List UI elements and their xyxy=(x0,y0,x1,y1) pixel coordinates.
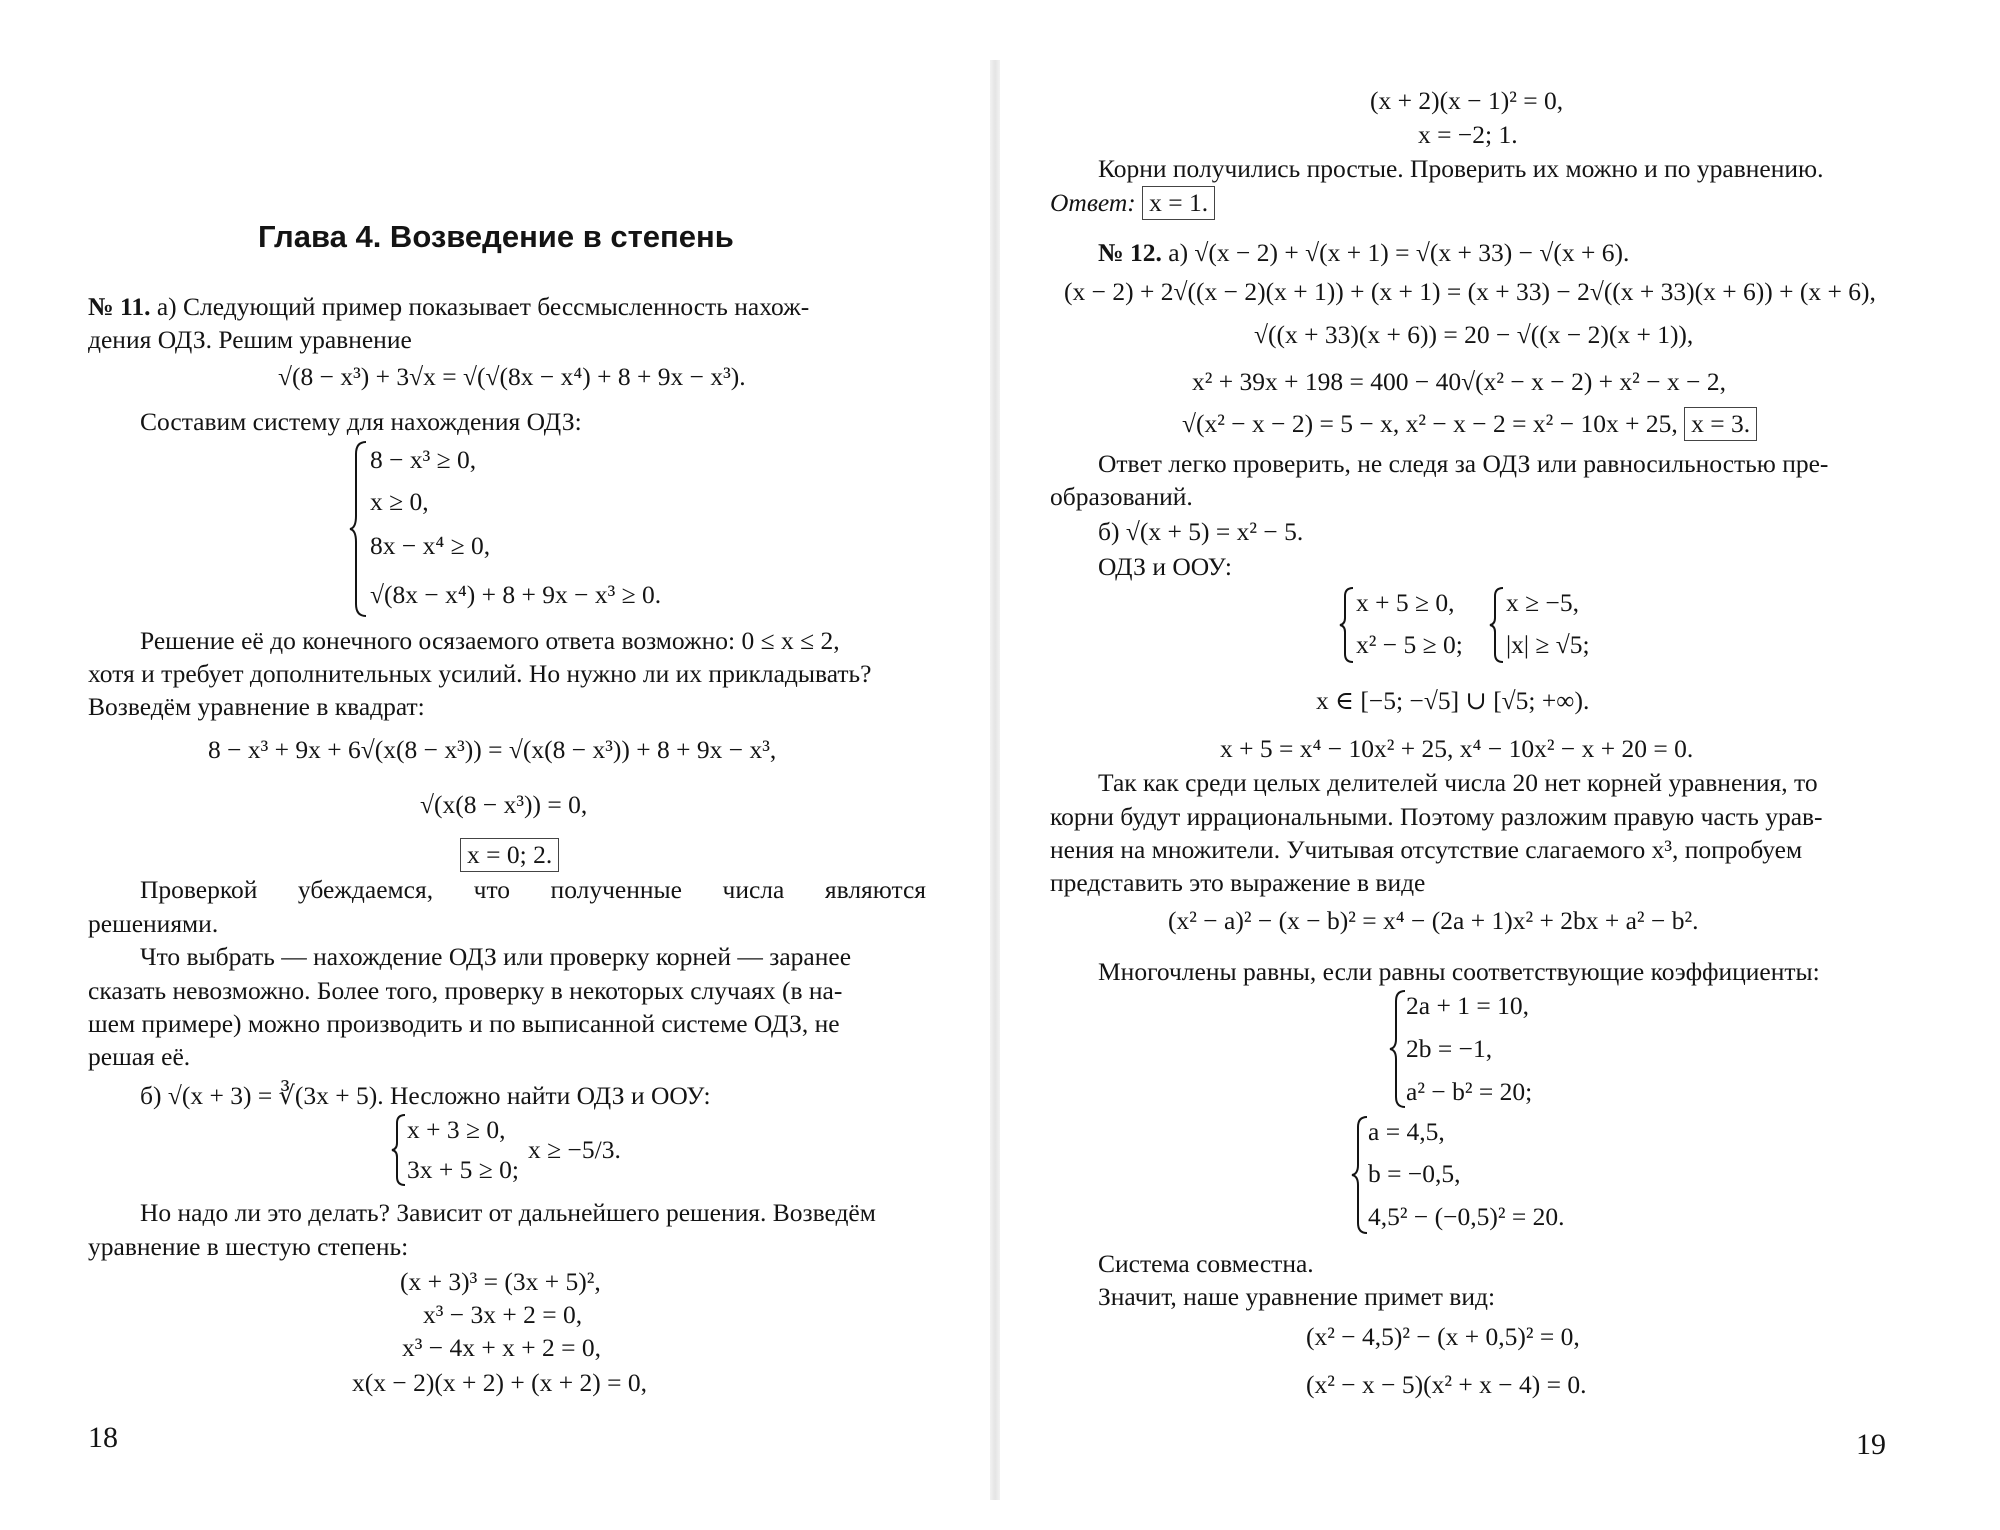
paragraph-3-line-2: хотя и требует дополнительных усилий. Но нужно ли их прикладывать? xyxy=(88,659,872,688)
chapter-title: Глава 4. Возведение в степень xyxy=(258,219,734,254)
paragraph-coefficients: Многочлены равны, если равны соответствующие коэффициенты: xyxy=(1098,957,1820,986)
paragraph-7-line-2: уравнение в шестую степень: xyxy=(88,1232,409,1261)
system-solution-row-3: 4,5² − (−0,5)² = 20. xyxy=(1368,1202,1565,1231)
system-odz-row-2: x² − 5 ≥ 0; xyxy=(1356,630,1463,659)
system-brace-5 xyxy=(1388,989,1408,1109)
equation-12-squared: (x − 2) + 2√((x − 2)(x + 1)) + (x + 1) = (x + 33) − 2√((x + 33)(x + 6)) + (x + 6), xyxy=(1064,277,1876,306)
system-1-row-2: x ≥ 0, xyxy=(370,487,429,516)
answer-line xyxy=(1050,186,1215,220)
paragraph-5-line-2: сказать невозможно. Более того, проверку в некоторых случаях (в на- xyxy=(88,976,843,1005)
system-ooy-row-1: x ≥ −5, xyxy=(1506,588,1580,617)
answer-12a: x = 3. xyxy=(1684,407,1757,441)
page-number-left: 18 xyxy=(88,1421,118,1454)
paragraph-divisors-line-1: Так как среди целых делителей числа 20 нет корней уравнения, то xyxy=(1098,768,1818,797)
left-page xyxy=(0,0,990,1530)
system-coeff-row-2: 2b = −1, xyxy=(1406,1034,1493,1063)
right-page xyxy=(1000,0,2000,1530)
system-2-row-2: 3x + 5 ≥ 0; xyxy=(407,1155,519,1184)
system-ooy-row-2: |x| ≥ √5; xyxy=(1506,630,1590,659)
paragraph-5-line-4: решая её. xyxy=(88,1042,191,1071)
system-brace-6 xyxy=(1350,1115,1370,1235)
equation-quartic: x + 5 = x⁴ − 10x² + 25, x⁴ − 10x² − x + 20 = 0. xyxy=(1220,734,1694,763)
paragraph-7-line-1: Но надо ли это делать? Зависит от дальнейшего решения. Возведём xyxy=(140,1198,876,1227)
system-2-row-1: x + 3 ≥ 0, xyxy=(407,1115,506,1144)
system-1-row-3: 8x − x⁴ ≥ 0, xyxy=(370,531,491,560)
answer-label: Ответ: xyxy=(1050,188,1136,217)
problem-12-statement: № 12. а) √(x − 2) + √(x + 1) = √(x + 33) − √(x + 6). xyxy=(1098,238,1630,267)
paragraph-divisors-line-2: корни будут иррациональными. Поэтому разложим правую часть урав- xyxy=(1050,802,1823,831)
system-brace-2 xyxy=(390,1113,408,1187)
system-coeff-row-1: 2a + 1 = 10, xyxy=(1406,991,1529,1020)
system-solution-row-1: a = 4,5, xyxy=(1368,1117,1445,1146)
equation-cubic: x³ − 3x + 2 = 0, xyxy=(423,1300,583,1329)
equation-12-isolated: √((x + 33)(x + 6)) = 20 − √((x − 2)(x + 1)), xyxy=(1254,320,1694,349)
system-coeff-row-3: a² − b² = 20; xyxy=(1406,1077,1533,1106)
equation-final-product: (x² − x − 5)(x² + x − 4) = 0. xyxy=(1306,1370,1587,1399)
equation-cubic-split: x³ − 4x + x + 2 = 0, xyxy=(402,1333,602,1362)
equation-12-expanded: x² + 39x + 198 = 400 − 40√(x² − x − 2) + x² − x − 2, xyxy=(1192,367,1726,396)
page-number-right: 19 xyxy=(1856,1428,1886,1461)
system-2-result: x ≥ −5/3. xyxy=(528,1135,621,1164)
system-1-row-1: 8 − x³ ≥ 0, xyxy=(370,445,477,474)
equation-roots: x = −2; 1. xyxy=(1418,120,1518,149)
system-brace-4 xyxy=(1488,586,1506,664)
problem-11b-statement: б) √(x + 3) = ∛(3x + 5). Несложно найти ОДЗ и ООУ: xyxy=(140,1081,711,1110)
paragraph-4-line-1: Проверкой убеждаемся, что полученные числа являются xyxy=(140,875,926,904)
paragraph-4-line-2: решениями. xyxy=(88,909,219,938)
problem-number-12: № 12. xyxy=(1098,238,1162,267)
equation-factored: x(x − 2)(x + 2) + (x + 2) = 0, xyxy=(352,1368,647,1397)
answer-11a: x = 0; 2. xyxy=(460,838,559,872)
equation-squared: 8 − x³ + 9x + 6√(x(8 − x³)) = √(x(8 − x³)) + 8 + 9x − x³, xyxy=(208,735,777,764)
equation-difference-squares: (x² − 4,5)² − (x + 0,5)² = 0, xyxy=(1306,1322,1580,1351)
problem-11-line-2: дения ОДЗ. Решим уравнение xyxy=(88,325,412,354)
system-solution-row-2: b = −0,5, xyxy=(1368,1159,1461,1188)
problem-number-11: № 11. xyxy=(88,292,151,321)
paragraph-5-line-1: Что выбрать — нахождение ОДЗ или проверку корней — заранее xyxy=(140,942,852,971)
system-1-row-4: √(8x − x⁴) + 8 + 9x − x³ ≥ 0. xyxy=(370,580,662,609)
equation-root-zero: √(x(8 − x³)) = 0, xyxy=(420,790,588,819)
paragraph-5-line-3: шем примере) можно производить и по выписанной системе ОДЗ, не xyxy=(88,1009,840,1038)
paragraph-check-line-2: образований. xyxy=(1050,482,1193,511)
odz-label: ОДЗ и ООУ: xyxy=(1098,552,1232,581)
equation-ansatz: (x² − a)² − (x − b)² = x⁴ − (2a + 1)x² + 2bx + a² − b². xyxy=(1168,906,1699,935)
paragraph-divisors-line-3: нения на множители. Учитывая отсутствие слагаемого x³, попробуем xyxy=(1050,835,1803,864)
paragraph-3-line-3: Возведём уравнение в квадрат: xyxy=(88,692,425,721)
paragraph-check-line-1: Ответ легко проверить, не следя за ОДЗ или равносильностью пре- xyxy=(1098,449,1829,478)
paragraph-divisors-line-4: представить это выражение в виде xyxy=(1050,868,1426,897)
equation-11a: √(8 − x³) + 3√x = √(√(8x − x⁴) + 8 + 9x − x³). xyxy=(278,362,746,391)
paragraph-3-line-1: Решение её до конечного осязаемого ответа возможно: 0 ≤ x ≤ 2, xyxy=(140,626,840,655)
paragraph-roots-simple: Корни получились простые. Проверить их можно и по уравнению. xyxy=(1098,154,1824,183)
paragraph-odz-system: Составим систему для нахождения ОДЗ: xyxy=(140,407,582,436)
system-brace-1 xyxy=(348,440,370,618)
answer-value: x = 1. xyxy=(1142,186,1215,220)
book-spine xyxy=(990,60,1000,1500)
paragraph-consistent: Система совместна. xyxy=(1098,1249,1314,1278)
system-brace-3 xyxy=(1338,586,1356,664)
equation-factored-final: (x + 2)(x − 1)² = 0, xyxy=(1370,86,1564,115)
equation-sixth-power: (x + 3)³ = (3x + 5)², xyxy=(400,1267,601,1296)
problem-12b-statement: б) √(x + 5) = x² − 5. xyxy=(1098,517,1304,546)
system-odz-row-1: x + 5 ≥ 0, xyxy=(1356,588,1455,617)
equation-12-linear: √(x² − x − 2) = 5 − x, x² − x − 2 = x² − 10x + 25, x = 3. xyxy=(1182,407,1757,441)
equation-domain: x ∈ [−5; −√5] ∪ [√5; +∞). xyxy=(1316,686,1590,715)
problem-11-line-1: № 11. а) Следующий пример показывает бессмысленность нахож- xyxy=(88,292,810,321)
paragraph-equation-form: Значит, наше уравнение примет вид: xyxy=(1098,1282,1496,1311)
